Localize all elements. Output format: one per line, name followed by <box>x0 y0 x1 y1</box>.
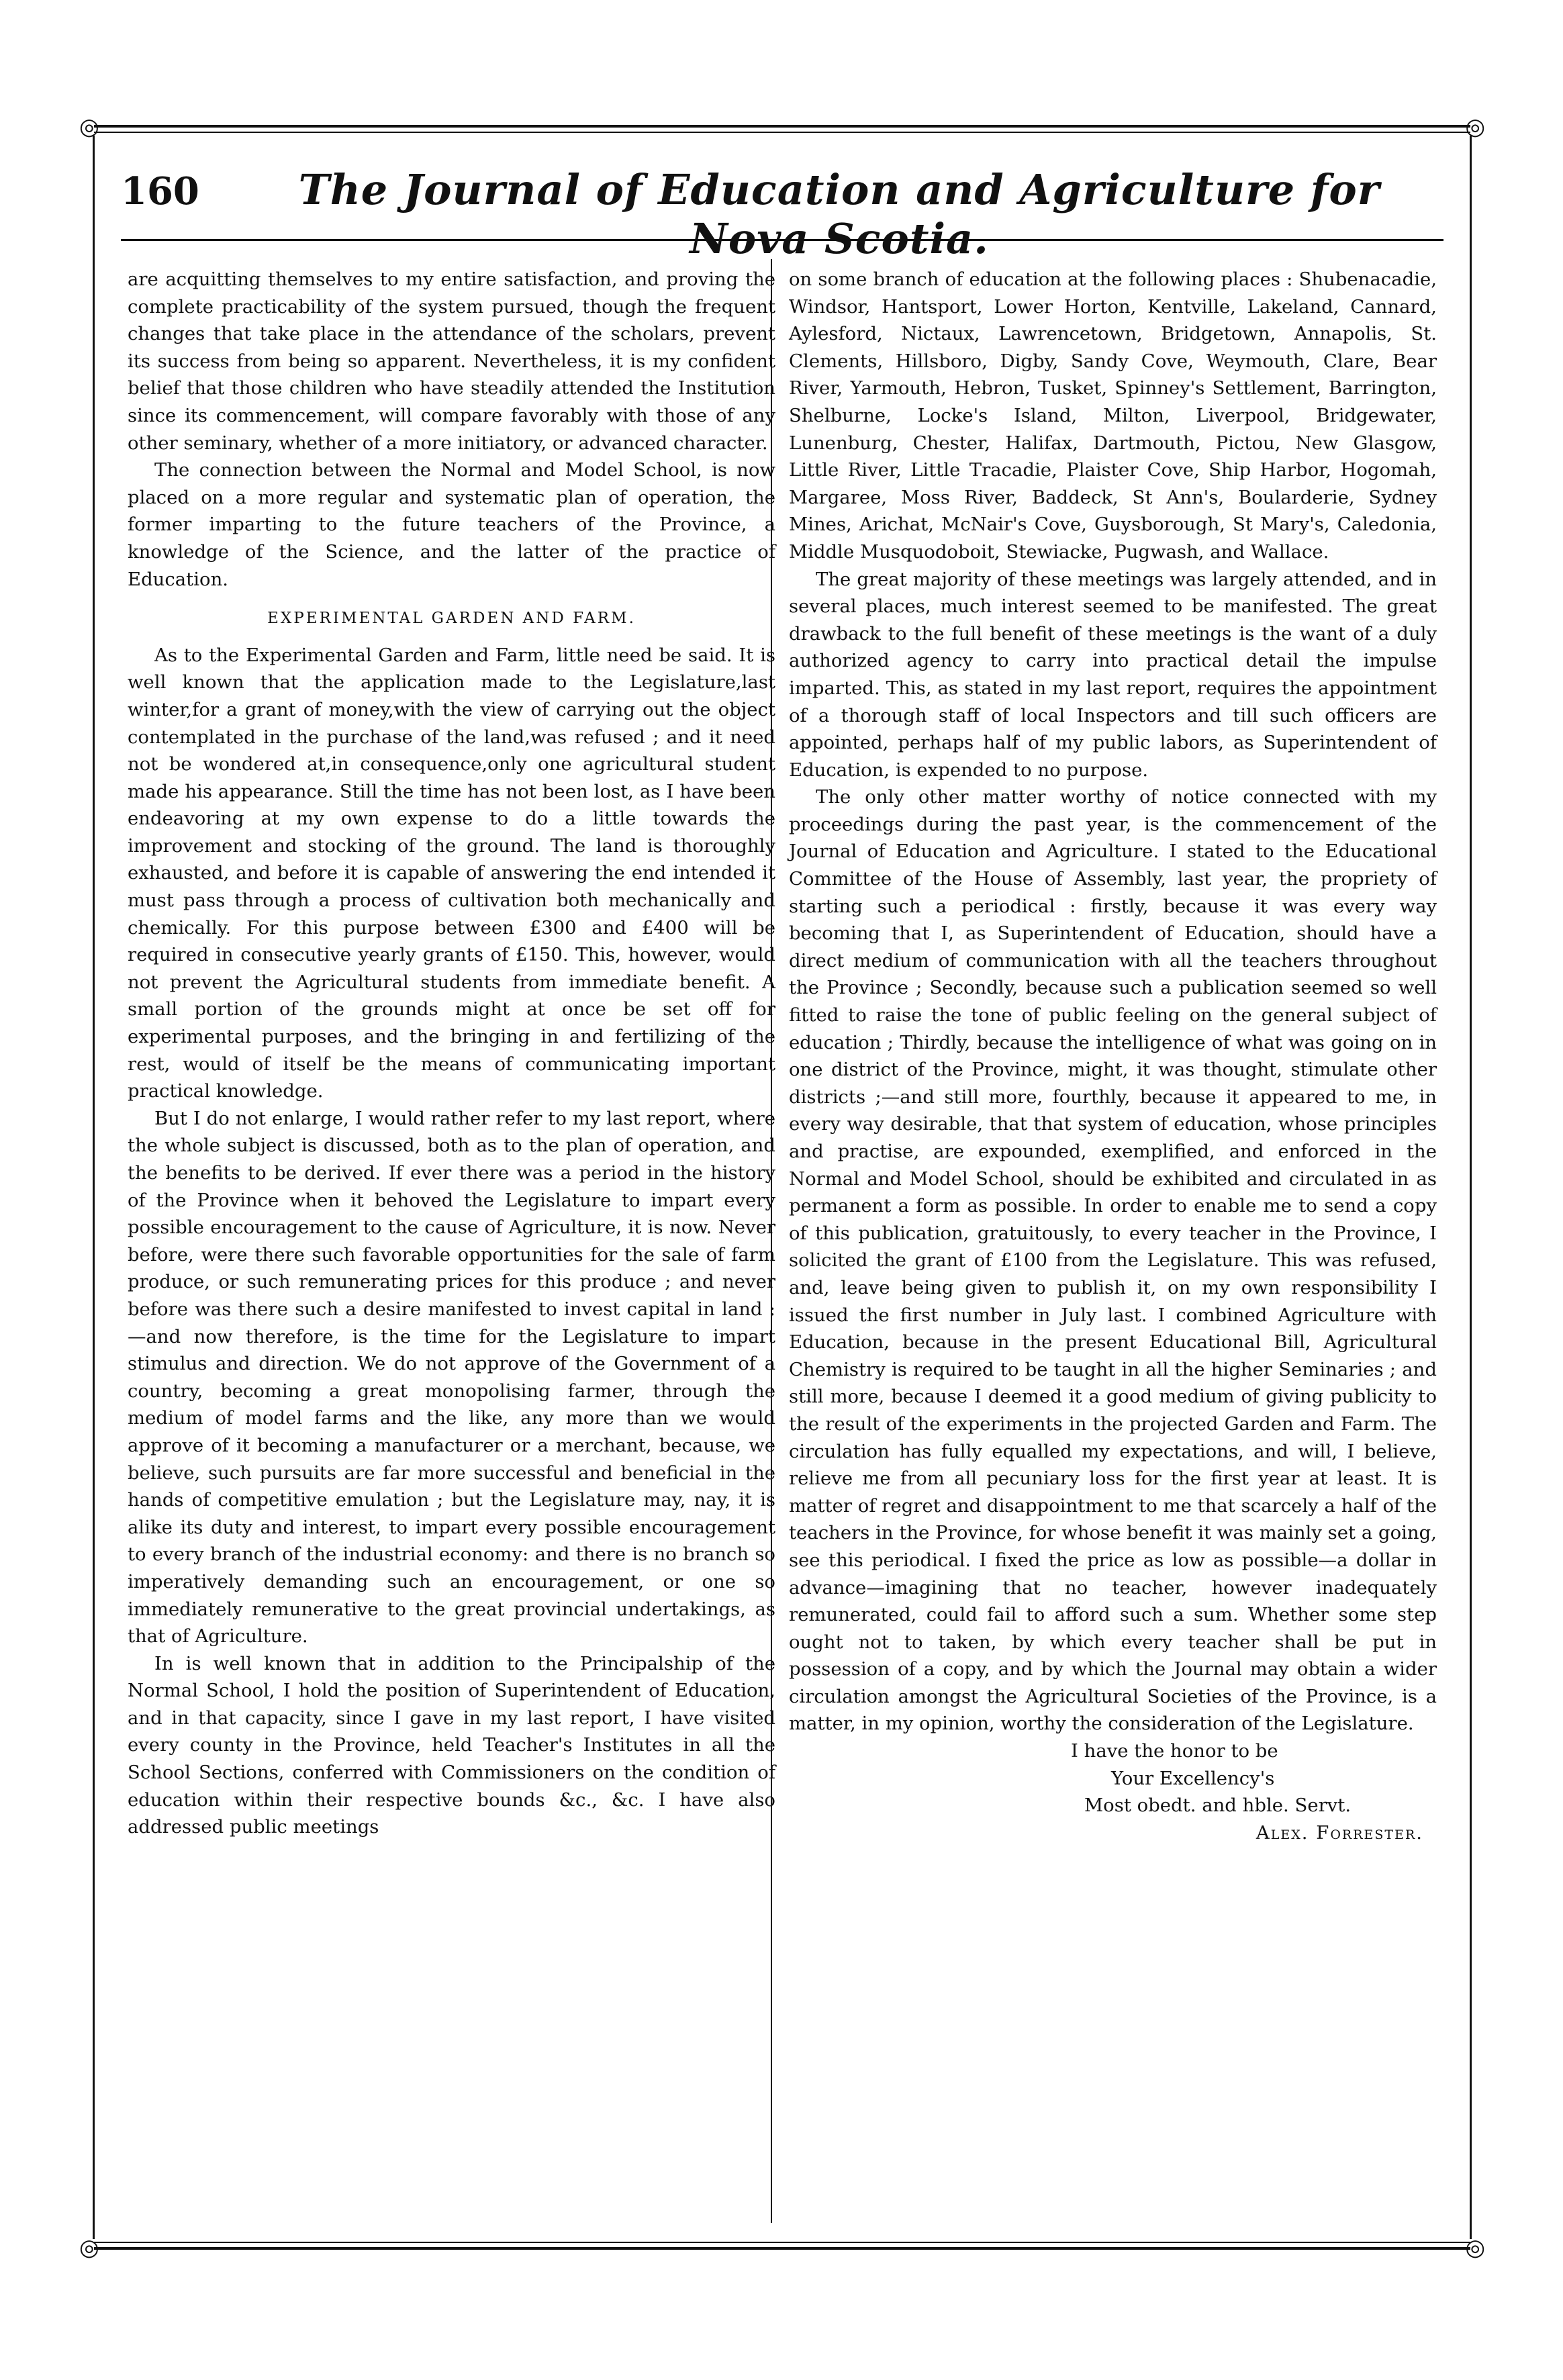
running-title: The Journal of Education and Agriculture for Nova Scotia. <box>298 165 1380 263</box>
paragraph: In is well known that in addition to the Principalship of the Normal School, I hold the position of Superintendent of Education, and in that capacity, since I gave in my last report, I have visited every county in the Province, held Teacher's Institutes in all the School Sections, conferred with Commissioners on the condition of education within their respective bounds &c., &c. I have also addressed public meetings <box>128 1652 775 1838</box>
paragraph: The connection between the Normal and Model School, is now placed on a more regular and systematic plan of operation, the former imparting to the future teachers of the Province, a knowledge of the Science, and the latter of the practice of Education. <box>128 459 775 590</box>
bottom-rule-inner <box>94 2242 1470 2243</box>
right-column <box>789 266 1437 1846</box>
top-rule <box>94 125 1470 128</box>
closing-line: Your Excellency's <box>1111 1767 1275 1789</box>
corner-ornament-icon: ◎ <box>1465 113 1485 140</box>
paragraph: are acquitting themselves to my entire satisfaction, and proving the complete practicability of the system pursued, though the frequent changes that take place in the attendance of the scholars, prevent its success from being so apparent. Nevertheless, it is my confident belief that those children who have steadily attended the Institution since its commencement, will compare favorably with those of any other seminary, whether of a more initiatory, or advanced character. <box>128 269 775 454</box>
paragraph: on some branch of education at the following places : Shubenacadie, Windsor, Hantsport, Lower Horton, Kentville, Lakeland, Cannard, Aylesford, Nictaux, Lawrencetown, Bridgetown, Annapolis, St. Clements, Hillsboro, Digby, Sandy Cove, Weymouth, Clare, Bear River, Yarmouth, Hebron, Tusket, Spinney's Settlement, Barrington, Shelburne, Locke's Island, Milton, Liverpool, Bridgewater, Lunenburg, Chester, Halifax, Dartmouth, Pictou, New Glasgow, Little River, Little Tracadie, Plaister Cove, Ship Harbor, Hogomah, Margaree, Moss River, Baddeck, St Ann's, Boularderie, Sydney Mines, Arichat, McNair's Cove, Guysborough, St Mary's, Caledonia, Middle Musquodoboit, Stewiacke, Pugwash, and Wallace. <box>789 269 1437 563</box>
paragraph: The only other matter worthy of notice connected with my proceedings during the past year, is the commencement of the Journal of Education and Agriculture. I stated to the Educational Committee of the House of Assembly, last year, the propriety of starting such a periodical : firstly, because it was every way becoming that I, as Superintendent of Education, should have a direct medium of communication with all the teachers throughout the Province ; Secondly, because such a publication seemed so well fitted to raise the tone of public feeling on the general subject of education ; Thirdly, because the intelligence of what was going on in one district of the Province, might, it was thought, stimulate other districts ;—and still more, fourthly, because it appeared to me, in every way desirable, that that system of education, whose principles and practise, are expounded, exemplified, and enforced in the Normal and Model School, should be exhibited and circulated in as permanent a form as possible. In order to enable me to send a copy of this publication, gratuitously, to every teacher in the Province, I solicited the grant of £100 from the Legislature. This was refused, and, leave being given to publish it, on my own responsibility I issued the first number in July last. I combined Agriculture with Education, because in the present Educational Bill, Agricultural Chemistry is required to be taught in all the higher Seminaries ; and still more, because I deemed it a good medium of giving publicity to the result of the experiments in the projected Garden and Farm. The circulation has fully equalled my expectations, and will, I believe, relieve me from all pecuniary loss for the first year at least. It is matter of regret and disappointment to me that scarcely a half of the teachers in the Province, for whose benefit it was mainly set a going, see this periodical. I fixed the price as low as possible—a dollar in advance—imagining that no teacher, however inadequately remunerated, could fail to afford such a sum. Whether some step ought not to taken, by which every teacher shall be put in possession of a copy, and by which the Journal may obtain a wider circulation amongst the Agricultural Societies of the Province, is a matter, in my opinion, worthy the consideration of the Legislature. <box>789 786 1437 1735</box>
closing-line: I have the honor to be <box>1071 1740 1278 1762</box>
left-border <box>93 136 95 2239</box>
page-frame <box>79 113 1485 2261</box>
corner-ornament-icon: ◎ <box>79 2234 99 2261</box>
corner-ornament-icon: ◎ <box>79 113 99 140</box>
paragraph: The great majority of these meetings was largely attended, and in several places, much interest seemed to be manifested. The great drawback to the full benefit of these meetings is the want of a duly authorized agency to carry into practical detail the impulse imparted. This, as stated in my last report, requires the appointment of a thorough staff of local Inspectors and till such officers are appointed, perhaps half of my public labors, as Superintendent of Education, is expended to no purpose. <box>789 568 1437 781</box>
bottom-rule <box>94 2247 1470 2250</box>
page-header <box>121 156 1443 263</box>
paragraph: As to the Experimental Garden and Farm, little need be said. It is well known that the application made to the Legislature,last winter,for a grant of money,with the view of carrying out the object contemplated in the purchase of the land,was refused ; and it need not be wondered at,in consequence,only one agricultural student made his appearance. Still the time has not been lost, as I have been endeavoring at my own expense to do a little towards the improvement and stocking of the ground. The land is thoroughly exhausted, and before it is capable of answering the end intended it must pass through a process of cultivation both mechanically and chemically. For this purpose between £300 and £400 will be required in consecutive yearly grants of £150. This, however, would not prevent the Agricultural students from immediate benefit. A small portion of the grounds might at once be set off for experimental purposes, and the bringing in and fertilizing of the rest, would of itself be the means of communicating important practical knowledge. <box>128 644 775 1102</box>
paragraph: But I do not enlarge, I would rather refer to my last report, where the whole subject is discussed, both as to the plan of operation, and the benefits to be derived. If ever there was a period in the history of the Province when it behoved the Legislature to impart every possible encouragement to the cause of Agriculture, it is now. Never before, were there such favorable opportunities for the sale of farm produce, or such remunerating prices for this produce ; and never before was there such a desire manifested to invest capital in land :—and now therefore, is the time for the Legislature to impart stimulus and direction. We do not approve of the Government of a country, becoming a great monopolising farmer, through the medium of model farms and the like, any more than we would approve of it becoming a manufacturer or a merchant, because, we believe, such pursuits are far more successful and beneficial in the hands of competitive emulation ; but the Legislature may, nay, it is alike its duty and interest, to impart every possible encouragement to every branch of the industrial economy: and there is no branch so imperatively demanding such an encouragement, or one so immediately remunerative to the great provincial undertakings, as that of Agriculture. <box>128 1107 775 1648</box>
closing-line: Most obedt. and hble. Servt. <box>1084 1795 1352 1817</box>
page-number: 160 <box>121 169 199 213</box>
signature: Alex. Forrester. <box>1256 1821 1423 1844</box>
column-divider <box>771 259 772 2223</box>
closing-block <box>789 1738 1437 1846</box>
corner-ornament-icon: ◎ <box>1465 2234 1485 2261</box>
header-rule <box>121 239 1443 241</box>
section-heading: EXPERIMENTAL GARDEN AND FARM. <box>267 610 636 628</box>
left-column <box>128 266 775 1841</box>
right-border <box>1470 136 1472 2239</box>
top-rule-inner <box>94 132 1470 133</box>
